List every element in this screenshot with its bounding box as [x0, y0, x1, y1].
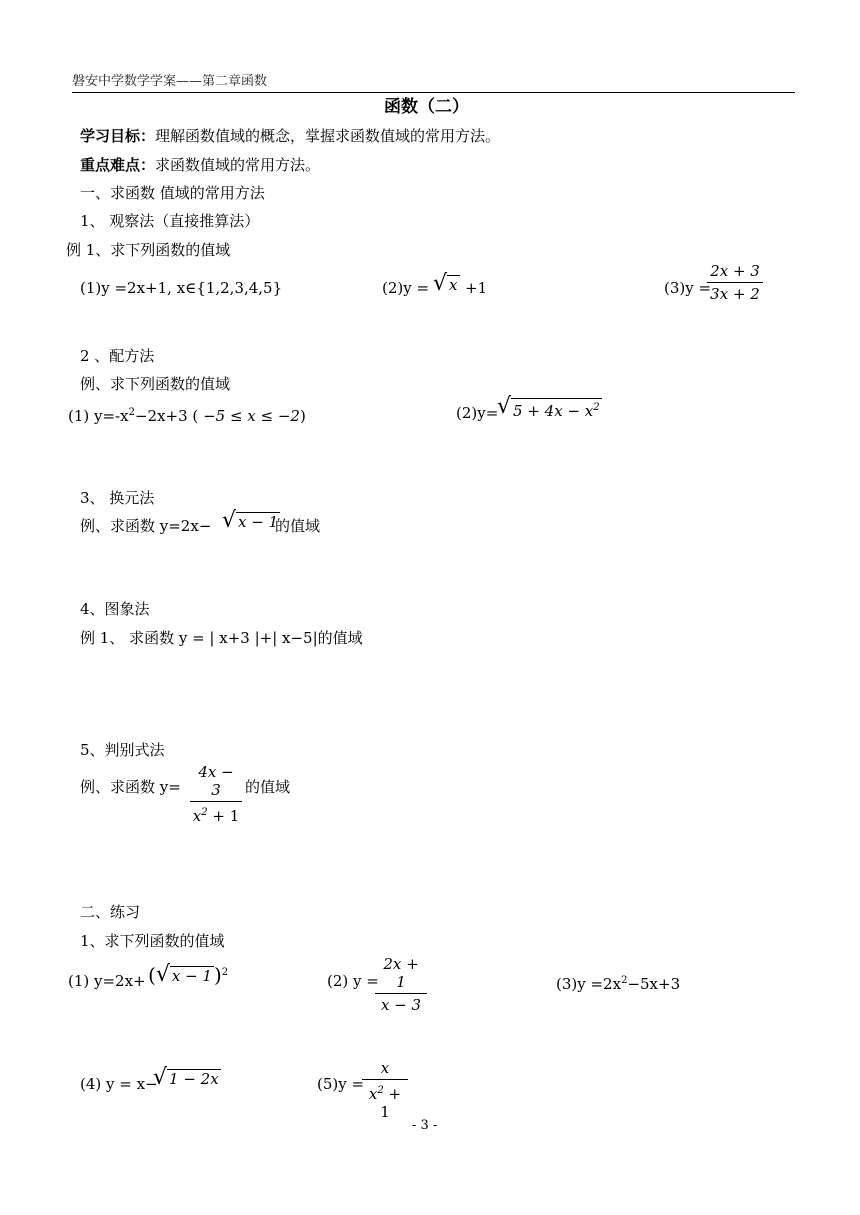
m3-example-sqrt — [222, 508, 280, 533]
m1-problem-3-prefix: (3)y = — [664, 279, 712, 297]
m2-p2-exponent: 2 — [593, 402, 600, 413]
m1-problem-2-suffix: +1 — [465, 279, 488, 297]
practice-p5-prefix: (5)y = — [317, 1075, 365, 1093]
m1-problem-3-numerator: 2x + 3 — [710, 262, 760, 280]
m2-p1-close: ) — [299, 407, 306, 425]
method2-example: 例、求下列函数的值域 — [80, 375, 231, 393]
page-number: - 3 - — [412, 1118, 438, 1133]
sqrt-icon: √ — [433, 271, 448, 296]
m3-example-suffix: 的值域 — [275, 517, 321, 535]
method4-example: 例 1、 求函数 y = | x+3 |+| x−5|的值域 — [80, 629, 363, 647]
m1-problem-2-sqrt — [433, 271, 460, 296]
practice-p1-exponent: 2 — [221, 967, 229, 978]
m5-example-suffix: 的值域 — [245, 778, 291, 796]
m5-numerator: 4x − 3 — [198, 763, 234, 799]
practice-question-1: 1、求下列函数的值域 — [80, 932, 225, 950]
m1-problem-2-prefix: (2)y = — [382, 279, 430, 297]
learning-goal — [80, 127, 500, 145]
section2-heading: 二、练习 — [80, 903, 141, 921]
m2-p2-radicand: 5 + 4x − x — [513, 402, 594, 420]
m2-p1-condition: −5 ≤ x ≤ −2 — [203, 407, 300, 425]
m2-problem-2-sqrt — [497, 394, 602, 420]
m2-p1-exponent: 2 — [128, 407, 135, 418]
m2-problem-1 — [68, 404, 306, 425]
practice-p4-sqrt — [153, 1065, 221, 1090]
practice-p1-radicand: x − 1 — [171, 967, 212, 985]
m1-problem-3-fraction — [707, 262, 763, 303]
practice-p5-numerator: x — [380, 1059, 390, 1077]
m3-example-prefix: 例、求函数 y=2x− — [80, 517, 212, 535]
sqrt-icon: √ — [153, 1065, 168, 1090]
sqrt-icon: √ — [497, 394, 512, 419]
close-paren: ) — [213, 963, 222, 987]
method2-heading: 2 、配方法 — [80, 347, 155, 365]
key-points-label: 重点难点： — [80, 156, 156, 174]
method3-heading: 3、 换元法 — [80, 489, 155, 507]
m2-problem-2-prefix: (2)y= — [456, 404, 499, 422]
practice-p2-denominator: x − 3 — [380, 996, 422, 1014]
practice-p2-fraction — [375, 955, 427, 1014]
m1-problem-3-denominator: 3x + 2 — [710, 285, 760, 303]
m5-denominator: $x^2 + 1$ — [192, 807, 240, 825]
fraction-bar — [190, 801, 242, 802]
method5-heading: 5、判别式法 — [80, 741, 165, 759]
m3-radicand: x − 1 — [238, 513, 279, 531]
m2-p1-mid: −2x+3 ( — [134, 407, 199, 425]
practice-p1-expr — [148, 962, 229, 987]
method1-heading: 1、 观察法（直接推算法） — [80, 212, 260, 230]
practice-p2-numerator: 2x + 1 — [383, 955, 419, 991]
m1-problem-2-radicand: x — [449, 276, 458, 294]
method1-example: 例 1、求下列函数的值域 — [66, 241, 231, 259]
practice-p4-prefix: (4) y = x− — [80, 1075, 158, 1093]
m2-p1-prefix: (1) y=-x — [68, 407, 129, 425]
section1-heading: 一、求函数 值域的常用方法 — [80, 184, 265, 202]
sqrt-icon: √ — [222, 508, 237, 533]
practice-p5-fraction — [362, 1059, 408, 1121]
fraction-bar — [375, 993, 427, 994]
running-header: 磐安中学数学学案——第二章函数 — [72, 74, 268, 89]
practice-p1-prefix: (1) y=2x+ — [68, 972, 146, 990]
page-title: 函数（二） — [384, 97, 469, 117]
learning-goal-label: 学习目标： — [80, 127, 156, 145]
learning-goal-text: 理解函数值域的概念，掌握求函数值域的常用方法。 — [155, 127, 501, 145]
fraction-bar — [362, 1079, 408, 1080]
practice-p2-prefix: (2) y = — [327, 972, 379, 990]
fraction-bar — [707, 282, 763, 283]
m1-problem-1: (1)y =2x+1, x∈{1,2,3,4,5} — [80, 279, 283, 297]
m5-example-prefix: 例、求函数 y= — [80, 778, 181, 796]
sqrt-icon: √ — [155, 962, 170, 987]
key-points-text: 求函数值域的常用方法。 — [155, 156, 321, 174]
key-points — [80, 156, 320, 174]
method4-heading: 4、图象法 — [80, 600, 150, 618]
practice-p5-denominator: $x^2 + 1$ — [368, 1085, 402, 1121]
practice-p4-radicand: 1 − 2x — [169, 1070, 219, 1088]
open-paren: ( — [148, 963, 156, 987]
practice-p3: $(3)y =2x^2-5x+3$ — [556, 975, 681, 993]
m5-example-fraction — [190, 763, 242, 825]
header-rule — [72, 92, 795, 93]
